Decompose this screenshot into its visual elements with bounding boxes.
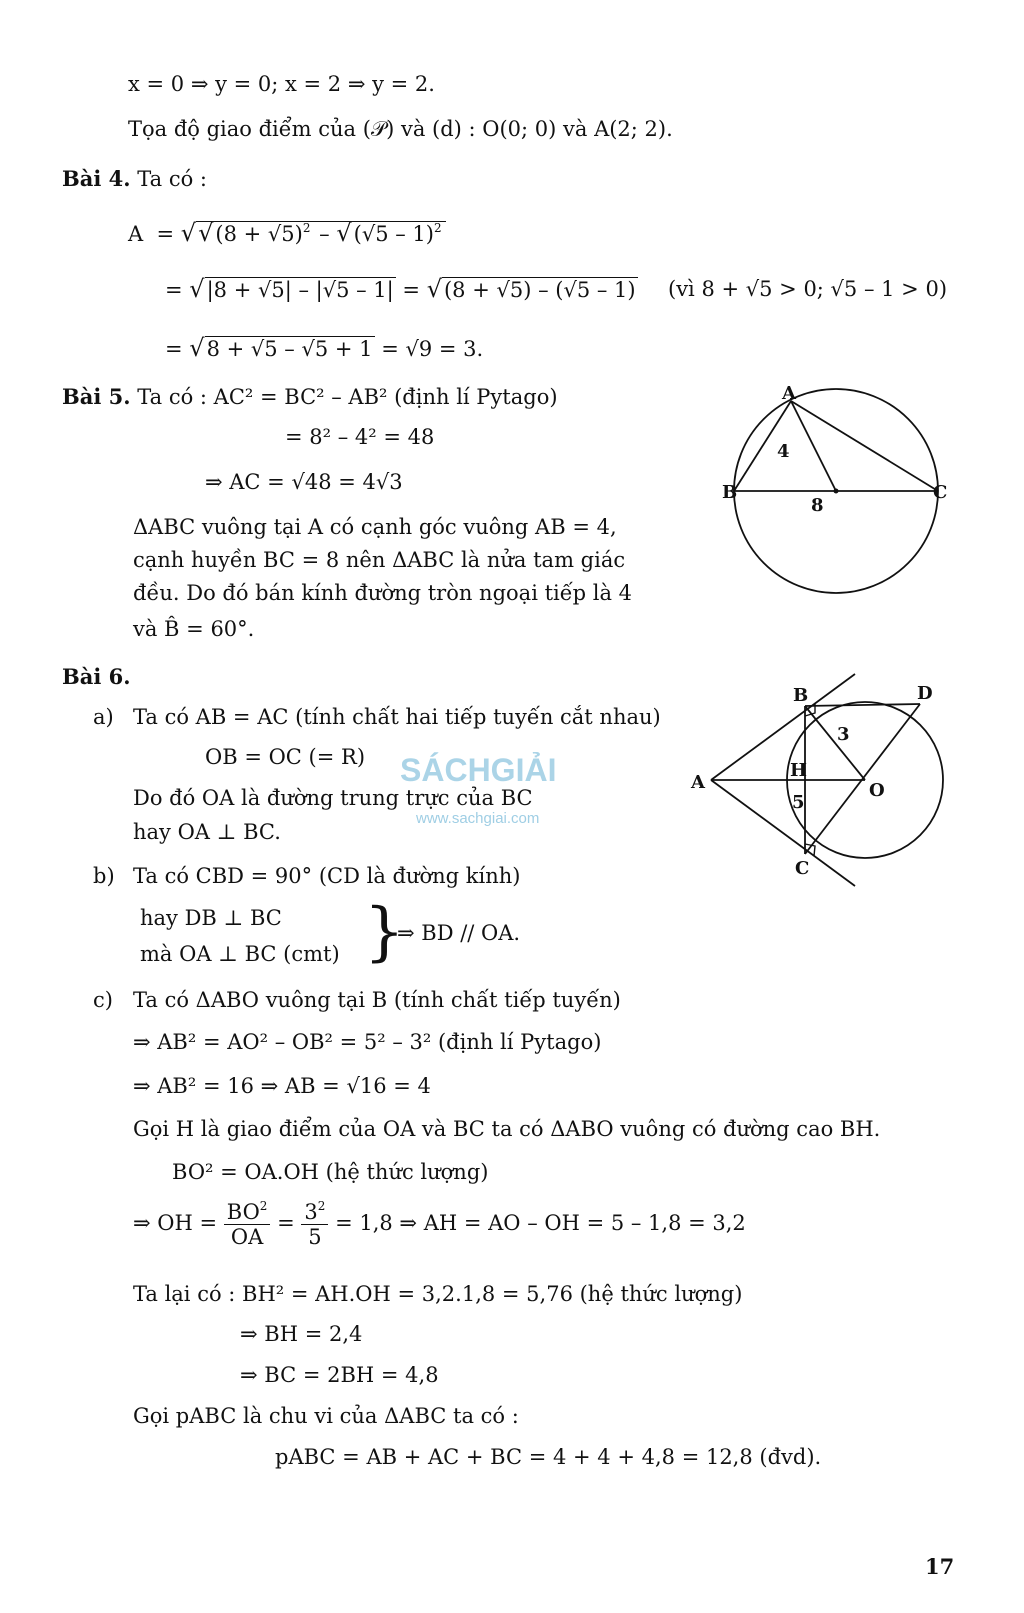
bai5-heading: Bài 5. <box>62 384 131 409</box>
watermark-brand: SÁCHGIẢI <box>400 752 557 788</box>
fig6-label-ob: 3 <box>837 724 850 745</box>
fig5-label-c: C <box>933 482 948 503</box>
fig5-label-a: A <box>782 385 796 404</box>
bai5-para-4: và B̂ = 60°. <box>133 617 255 641</box>
bai5-intro: Ta có : AC² = BC² – AB² (định lí Pytago) <box>137 385 558 409</box>
fig6-label-b: B <box>793 685 809 706</box>
part-b-line-4: ⇒ BD // OA. <box>397 921 521 945</box>
line-1: x = 0 ⇒ y = 0; x = 2 ⇒ y = 2. <box>128 72 435 96</box>
bai5-line-2: = 8² – 4² = 48 <box>285 425 435 449</box>
part-c-line-2: ⇒ AB² = AO² – OB² = 5² – 3² (định lí Pytago) <box>133 1030 602 1054</box>
fig5-label-ab: 4 <box>777 441 790 462</box>
line-2: Tọa độ giao điểm của (𝒫) và (d) : O(0; 0) và A(2; 2). <box>128 117 673 141</box>
watermark-url: www.sachgiai.com <box>416 810 540 827</box>
fig6-label-o: O <box>869 780 885 801</box>
part-c-line-6: ⇒ OH = $\frac{BO^2}{OA}$ = $\frac{3^2}{5}$ = 1,8 ⇒ AH = AO – OH = 5 – 1,8 = 3,2 <box>133 1199 746 1250</box>
part-a-line-3: Do đó OA là đường trung trực của BC <box>133 786 533 810</box>
part-a-line-1: Ta có AB = AC (tính chất hai tiếp tuyến cắt nhau) <box>133 705 661 729</box>
part-b-line-2: hay DB ⊥ BC <box>140 906 282 930</box>
part-c-line-5: BO² = OA.OH (hệ thức lượng) <box>172 1160 489 1184</box>
bai5-para-1: ΔABC vuông tại A có cạnh góc vuông AB = 4, <box>133 515 617 539</box>
fig6-label-h: H <box>790 760 808 781</box>
part-b-brace: } <box>364 895 405 969</box>
fig5-label-b: B <box>722 482 738 503</box>
bai5-heading-line <box>62 385 558 409</box>
bai5-para-2: cạnh huyền BC = 8 nên ΔABC là nửa tam giác <box>133 548 626 572</box>
fig5-label-bc: 8 <box>811 495 824 516</box>
part-c-line-3: ⇒ AB² = 16 ⇒ AB = √16 = 4 <box>133 1074 431 1098</box>
bai5-para-3: đều. Do đó bán kính đường tròn ngoại tiếp là 4 <box>133 581 633 605</box>
part-a-line-4: hay OA ⊥ BC. <box>133 820 281 844</box>
figure-bai5-circle <box>720 385 960 635</box>
bai4-heading-line <box>62 167 207 191</box>
part-c-line-4: Gọi H là giao điểm của OA và BC ta có ΔABO vuông có đường cao BH. <box>133 1117 881 1141</box>
bai4-eq-3: = √8 + √5 – √5 + 1 = √9 = 3. <box>165 334 484 362</box>
part-b-line-3: mà OA ⊥ BC (cmt) <box>140 942 340 966</box>
bai4-eq-2: = √|8 + √5| – |√5 – 1| = √(8 + √5) – (√5 – 1) <box>165 275 636 303</box>
bai6-heading: Bài 6. <box>62 664 131 689</box>
part-b-label: b) <box>93 864 115 888</box>
part-c-label: c) <box>93 988 113 1012</box>
part-c-line-8: ⇒ BH = 2,4 <box>240 1322 363 1346</box>
bai5-line-3: ⇒ AC = √48 = 4√3 <box>205 470 403 494</box>
fig6-label-a: A <box>691 772 705 793</box>
fig6-label-d: D <box>917 683 933 704</box>
page-number: 17 <box>925 1554 955 1579</box>
part-c-line-1: Ta có ΔABO vuông tại B (tính chất tiếp tuyến) <box>133 988 621 1012</box>
part-c-line-10: Gọi pABC là chu vi của ΔABC ta có : <box>133 1404 519 1428</box>
part-c-line-7: Ta lại có : BH² = AH.OH = 3,2.1,8 = 5,76 (hệ thức lượng) <box>133 1282 743 1306</box>
fig6-label-c: C <box>795 858 810 879</box>
bai4-eq-1: $A = √√(8 + √5)^2 - √(√5 - 1)^2$ <box>128 220 446 248</box>
part-c-line-6-rest: = 1,8 ⇒ AH = AO – OH = 5 – 1,8 = 3,2 <box>335 1211 746 1236</box>
bai4-intro: Ta có : <box>137 167 207 191</box>
part-a-line-2: OB = OC (= R) <box>205 745 366 769</box>
part-a-label: a) <box>93 705 114 729</box>
fig6-label-ah: 5 <box>792 792 805 813</box>
figure-bai6-tangents <box>685 668 965 893</box>
part-c-line-9: ⇒ BC = 2BH = 4,8 <box>240 1363 439 1387</box>
part-b-line-1: Ta có CBD = 90° (CD là đường kính) <box>133 864 521 888</box>
part-c-line-11: pABC = AB + AC + BC = 4 + 4 + 4,8 = 12,8 (đvd). <box>275 1445 822 1469</box>
bai4-heading: Bài 4. <box>62 166 131 191</box>
bai4-note: (vì 8 + √5 > 0; √5 – 1 > 0) <box>668 277 948 301</box>
